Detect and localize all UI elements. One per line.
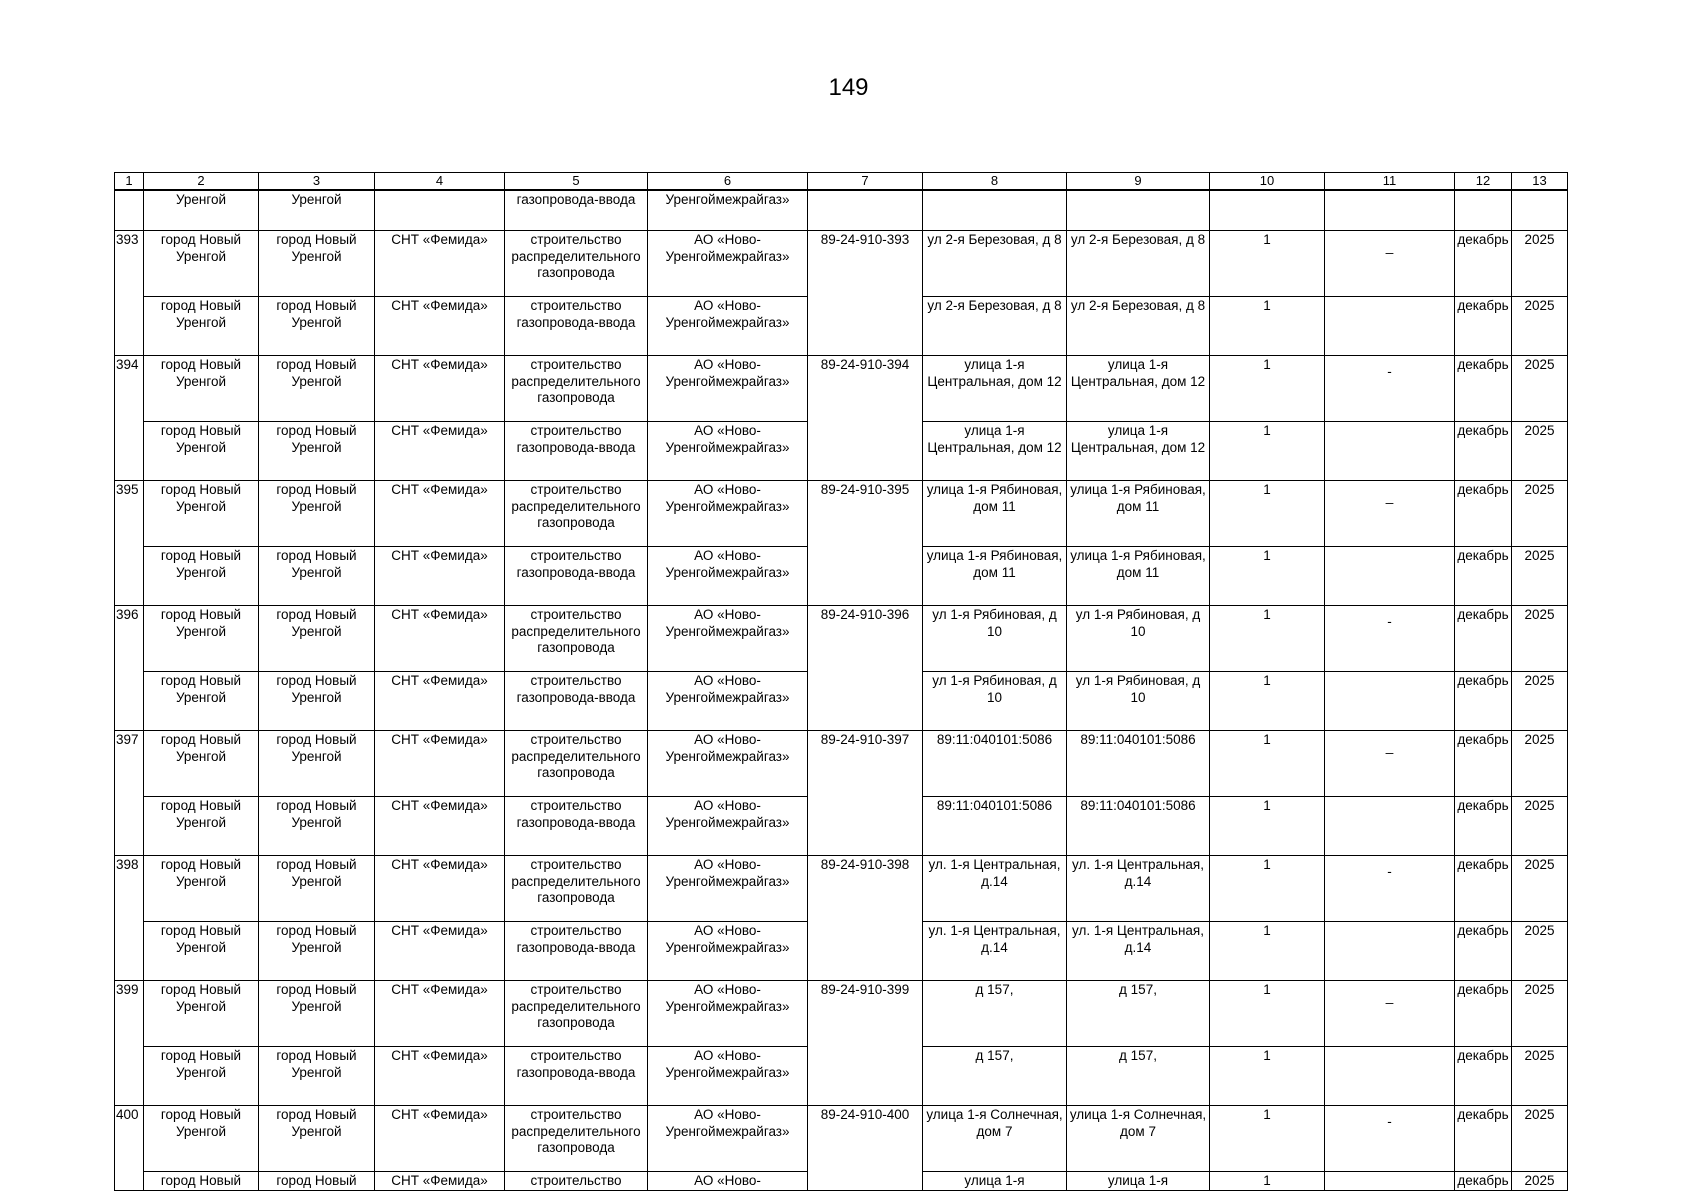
table-cell: ул 1-я Рябиновая, д 10 xyxy=(923,672,1067,731)
month-cell: декабрь xyxy=(1455,981,1512,1047)
table-cell: город Новый Уренгой xyxy=(259,297,375,356)
dash-cell: - xyxy=(1325,856,1455,922)
table-cell: город Новый Уренгой xyxy=(144,856,259,922)
column-number-cell: 2 xyxy=(144,173,259,191)
year-cell: 2025 xyxy=(1512,1172,1568,1191)
column-number-cell: 12 xyxy=(1455,173,1512,191)
year-cell: 2025 xyxy=(1512,981,1568,1047)
year-cell: 2025 xyxy=(1512,231,1568,297)
table-cell: Уренгой xyxy=(144,190,259,231)
table-cell: СНТ «Фемида» xyxy=(375,231,505,297)
table-cell: город Новый Уренгой xyxy=(144,231,259,297)
table-cell: СНТ «Фемида» xyxy=(375,297,505,356)
table-cell: улица 1-я Рябиновая, дом 11 xyxy=(1067,547,1210,606)
table-cell: АО «Ново-Уренгоймежрайгаз» xyxy=(648,856,808,922)
column-number-cell: 3 xyxy=(259,173,375,191)
month-cell: декабрь xyxy=(1455,606,1512,672)
table-cell: д 157, xyxy=(923,981,1067,1047)
year-cell: 2025 xyxy=(1512,731,1568,797)
table-cell: АО «Ново-Уренгоймежрайгаз» xyxy=(648,606,808,672)
table-cell: 1 xyxy=(1210,1172,1325,1191)
table-cell: ул. 1-я Центральная, д.14 xyxy=(923,922,1067,981)
column-number-cell: 5 xyxy=(505,173,648,191)
column-number-cell: 9 xyxy=(1067,173,1210,191)
table-cell: улица 1-я Центральная, дом 12 xyxy=(923,356,1067,422)
table-cell xyxy=(1512,190,1568,231)
table-cell: строительство распределительного газопровода xyxy=(505,856,648,922)
empty-cell xyxy=(1325,422,1455,481)
table-row xyxy=(115,356,1568,422)
table-cell: СНТ «Фемида» xyxy=(375,731,505,797)
table-cell: город Новый Уренгой xyxy=(144,981,259,1047)
table-cell: АО «Ново-Уренгоймежрайгаз» xyxy=(648,547,808,606)
object-code-cell: 89-24-910-396 xyxy=(808,606,923,731)
table-cell: д 157, xyxy=(1067,1047,1210,1106)
table-cell: улица 1-я Рябиновая, дом 11 xyxy=(923,481,1067,547)
table-row xyxy=(115,1106,1568,1172)
table-cell: улица 1-я xyxy=(1067,1172,1210,1191)
table-cell: город Новый Уренгой xyxy=(259,922,375,981)
object-code-cell: 89-24-910-398 xyxy=(808,856,923,981)
table-cell: ул. 1-я Центральная, д.14 xyxy=(1067,922,1210,981)
object-code-cell: 89-24-910-400 xyxy=(808,1106,923,1191)
table-row xyxy=(115,606,1568,672)
empty-cell xyxy=(1325,1172,1455,1191)
month-cell: декабрь xyxy=(1455,797,1512,856)
row-number-cell: 394 xyxy=(115,356,144,481)
table-cell: 1 xyxy=(1210,981,1325,1047)
table-cell: 1 xyxy=(1210,547,1325,606)
table-cell: строительство распределительного газопровода xyxy=(505,1106,648,1172)
object-code-cell: 89-24-910-394 xyxy=(808,356,923,481)
table-cell xyxy=(375,190,505,231)
table-cell: ул 1-я Рябиновая, д 10 xyxy=(1067,606,1210,672)
table-cell: АО «Ново-Уренгоймежрайгаз» xyxy=(648,981,808,1047)
table-cell: ул 2-я Березовая, д 8 xyxy=(1067,231,1210,297)
table-cell: улица 1-я Рябиновая, дом 11 xyxy=(923,547,1067,606)
table-cell xyxy=(1325,190,1455,231)
table-cell: СНТ «Фемида» xyxy=(375,856,505,922)
table-cell: город Новый Уренгой xyxy=(144,297,259,356)
table-cell: город Новый xyxy=(259,1172,375,1191)
month-cell: декабрь xyxy=(1455,422,1512,481)
object-code-cell: 89-24-910-393 xyxy=(808,231,923,356)
table-cell: город Новый Уренгой xyxy=(259,481,375,547)
table-cell: Уренгоймежрайгаз» xyxy=(648,190,808,231)
table-cell: город Новый Уренгой xyxy=(144,481,259,547)
year-cell: 2025 xyxy=(1512,356,1568,422)
table-cell: 1 xyxy=(1210,606,1325,672)
year-cell: 2025 xyxy=(1512,547,1568,606)
table-cell: строительство газопровода-ввода xyxy=(505,547,648,606)
table-cell: строительство распределительного газопровода xyxy=(505,231,648,297)
table-cell: АО «Ново-Уренгоймежрайгаз» xyxy=(648,922,808,981)
dash-cell: - xyxy=(1325,606,1455,672)
table-cell: город Новый Уренгой xyxy=(259,1047,375,1106)
table-row xyxy=(115,731,1568,797)
table-cell: строительство газопровода-ввода xyxy=(505,797,648,856)
table-cell: СНТ «Фемида» xyxy=(375,606,505,672)
table-cell: 89:11:040101:5086 xyxy=(1067,731,1210,797)
table-cell: 1 xyxy=(1210,356,1325,422)
table-cell: город Новый Уренгой xyxy=(259,856,375,922)
month-cell: декабрь xyxy=(1455,481,1512,547)
row-number-cell: 395 xyxy=(115,481,144,606)
table-cell: город Новый Уренгой xyxy=(259,1106,375,1172)
table-cell: город Новый Уренгой xyxy=(144,1047,259,1106)
table-cell: газопровода-ввода xyxy=(505,190,648,231)
dash-cell: _ xyxy=(1325,231,1455,297)
object-code-cell: 89-24-910-395 xyxy=(808,481,923,606)
table-cell: город Новый Уренгой xyxy=(144,422,259,481)
year-cell: 2025 xyxy=(1512,1047,1568,1106)
table-cell: строительство газопровода-ввода xyxy=(505,922,648,981)
table-cell: город Новый Уренгой xyxy=(144,731,259,797)
table-cell: город Новый Уренгой xyxy=(259,731,375,797)
table-cell: 89:11:040101:5086 xyxy=(1067,797,1210,856)
table-cell: 1 xyxy=(1210,731,1325,797)
table-cell: строительство распределительного газопровода xyxy=(505,356,648,422)
table-cell: СНТ «Фемида» xyxy=(375,547,505,606)
table-cell: ул 1-я Рябиновая, д 10 xyxy=(923,606,1067,672)
table-cell: город Новый Уренгой xyxy=(144,606,259,672)
row-number-cell: 396 xyxy=(115,606,144,731)
month-cell: декабрь xyxy=(1455,731,1512,797)
table-cell: улица 1-я Солнечная, дом 7 xyxy=(923,1106,1067,1172)
dash-cell: _ xyxy=(1325,481,1455,547)
empty-cell xyxy=(1325,1047,1455,1106)
table-cell xyxy=(923,190,1067,231)
table-cell: СНТ «Фемида» xyxy=(375,356,505,422)
table-cell: Уренгой xyxy=(259,190,375,231)
year-cell: 2025 xyxy=(1512,797,1568,856)
table-cell: АО «Ново- xyxy=(648,1172,808,1191)
month-cell: декабрь xyxy=(1455,356,1512,422)
table-cell: город Новый Уренгой xyxy=(144,1106,259,1172)
table-cell: строительство газопровода-ввода xyxy=(505,1047,648,1106)
table-cell: АО «Ново-Уренгоймежрайгаз» xyxy=(648,231,808,297)
table-cell: строительство распределительного газопровода xyxy=(505,606,648,672)
table-row xyxy=(115,231,1568,297)
table-cell: улица 1-я Солнечная, дом 7 xyxy=(1067,1106,1210,1172)
table-cell: АО «Ново-Уренгоймежрайгаз» xyxy=(648,1106,808,1172)
table-cell: 1 xyxy=(1210,422,1325,481)
row-number-cell: 397 xyxy=(115,731,144,856)
table-cell: 89:11:040101:5086 xyxy=(923,797,1067,856)
table-cell: 1 xyxy=(1210,231,1325,297)
table-row xyxy=(115,481,1568,547)
table-cell: строительство распределительного газопровода xyxy=(505,981,648,1047)
table-cell: город Новый Уренгой xyxy=(259,981,375,1047)
table-row xyxy=(115,190,1568,231)
row-number-cell: 393 xyxy=(115,231,144,356)
table-cell: ул. 1-я Центральная, д.14 xyxy=(923,856,1067,922)
table-cell: строительство газопровода-ввода xyxy=(505,297,648,356)
table-cell: улица 1-я Центральная, дом 12 xyxy=(1067,422,1210,481)
table-cell: строительство газопровода-ввода xyxy=(505,422,648,481)
year-cell: 2025 xyxy=(1512,1106,1568,1172)
table-cell: город Новый Уренгой xyxy=(144,356,259,422)
table-cell: 1 xyxy=(1210,297,1325,356)
table-cell: АО «Ново-Уренгоймежрайгаз» xyxy=(648,356,808,422)
table-cell: город Новый xyxy=(144,1172,259,1191)
column-number-cell: 13 xyxy=(1512,173,1568,191)
table-cell: ул 1-я Рябиновая, д 10 xyxy=(1067,672,1210,731)
table-cell: АО «Ново-Уренгоймежрайгаз» xyxy=(648,672,808,731)
table-cell: АО «Ново-Уренгоймежрайгаз» xyxy=(648,481,808,547)
table-cell: строительство распределительного газопровода xyxy=(505,731,648,797)
table-cell: СНТ «Фемида» xyxy=(375,672,505,731)
dash-cell: _ xyxy=(1325,731,1455,797)
year-cell: 2025 xyxy=(1512,922,1568,981)
table-cell: улица 1-я xyxy=(923,1172,1067,1191)
table-cell: 1 xyxy=(1210,922,1325,981)
column-number-cell: 11 xyxy=(1325,173,1455,191)
table-cell: 1 xyxy=(1210,797,1325,856)
table-cell xyxy=(1210,190,1325,231)
table-cell xyxy=(808,190,923,231)
year-cell: 2025 xyxy=(1512,856,1568,922)
table-cell xyxy=(1067,190,1210,231)
table-cell: ул 2-я Березовая, д 8 xyxy=(923,231,1067,297)
table-cell: строительство газопровода-ввода xyxy=(505,672,648,731)
table-cell: ул 2-я Березовая, д 8 xyxy=(923,297,1067,356)
column-number-cell: 1 xyxy=(115,173,144,191)
dash-cell: _ xyxy=(1325,981,1455,1047)
table-cell xyxy=(115,190,144,231)
table-cell: город Новый Уренгой xyxy=(259,547,375,606)
year-cell: 2025 xyxy=(1512,672,1568,731)
year-cell: 2025 xyxy=(1512,422,1568,481)
table-cell: город Новый Уренгой xyxy=(144,672,259,731)
column-number-cell: 10 xyxy=(1210,173,1325,191)
table-cell: город Новый Уренгой xyxy=(259,231,375,297)
row-number-cell: 399 xyxy=(115,981,144,1106)
month-cell: декабрь xyxy=(1455,231,1512,297)
month-cell: декабрь xyxy=(1455,1047,1512,1106)
table-cell: город Новый Уренгой xyxy=(259,797,375,856)
column-number-row xyxy=(115,173,1568,191)
table-cell: 1 xyxy=(1210,672,1325,731)
table-cell: СНТ «Фемида» xyxy=(375,1047,505,1106)
table-cell: улица 1-я Центральная, дом 12 xyxy=(1067,356,1210,422)
document-table xyxy=(114,172,1568,1191)
table-cell: СНТ «Фемида» xyxy=(375,1172,505,1191)
month-cell: декабрь xyxy=(1455,547,1512,606)
table-cell: 1 xyxy=(1210,856,1325,922)
month-cell: декабрь xyxy=(1455,856,1512,922)
year-cell: 2025 xyxy=(1512,481,1568,547)
month-cell: декабрь xyxy=(1455,672,1512,731)
month-cell: декабрь xyxy=(1455,1106,1512,1172)
page-number: 149 xyxy=(828,74,869,101)
table-cell: улица 1-я Центральная, дом 12 xyxy=(923,422,1067,481)
table-cell: ул. 1-я Центральная, д.14 xyxy=(1067,856,1210,922)
table-cell: СНТ «Фемида» xyxy=(375,981,505,1047)
empty-cell xyxy=(1325,297,1455,356)
table-cell: город Новый Уренгой xyxy=(259,422,375,481)
table-cell: СНТ «Фемида» xyxy=(375,1106,505,1172)
column-number-cell: 7 xyxy=(808,173,923,191)
table-cell: 89:11:040101:5086 xyxy=(923,731,1067,797)
table-cell xyxy=(1455,190,1512,231)
table-cell: АО «Ново-Уренгоймежрайгаз» xyxy=(648,1047,808,1106)
table-cell: д 157, xyxy=(1067,981,1210,1047)
empty-cell xyxy=(1325,547,1455,606)
column-number-cell: 8 xyxy=(923,173,1067,191)
dash-cell: - xyxy=(1325,1106,1455,1172)
empty-cell xyxy=(1325,797,1455,856)
table-cell: АО «Ново-Уренгоймежрайгаз» xyxy=(648,797,808,856)
empty-cell xyxy=(1325,922,1455,981)
column-number-cell: 4 xyxy=(375,173,505,191)
table-cell: СНТ «Фемида» xyxy=(375,797,505,856)
table-cell: д 157, xyxy=(923,1047,1067,1106)
table-cell: 1 xyxy=(1210,1047,1325,1106)
row-number-cell: 398 xyxy=(115,856,144,981)
column-number-cell: 6 xyxy=(648,173,808,191)
month-cell: декабрь xyxy=(1455,297,1512,356)
year-cell: 2025 xyxy=(1512,297,1568,356)
table-cell: СНТ «Фемида» xyxy=(375,481,505,547)
table-cell: город Новый Уренгой xyxy=(259,672,375,731)
table-cell: город Новый Уренгой xyxy=(259,606,375,672)
table-cell: АО «Ново-Уренгоймежрайгаз» xyxy=(648,731,808,797)
empty-cell xyxy=(1325,672,1455,731)
table-row xyxy=(115,856,1568,922)
table-cell: ул 2-я Березовая, д 8 xyxy=(1067,297,1210,356)
object-code-cell: 89-24-910-397 xyxy=(808,731,923,856)
year-cell: 2025 xyxy=(1512,606,1568,672)
table-cell: город Новый Уренгой xyxy=(144,922,259,981)
month-cell: декабрь xyxy=(1455,1172,1512,1191)
table-cell: город Новый Уренгой xyxy=(259,356,375,422)
table-cell: АО «Ново-Уренгоймежрайгаз» xyxy=(648,297,808,356)
row-number-cell: 400 xyxy=(115,1106,144,1191)
table-cell: город Новый Уренгой xyxy=(144,797,259,856)
table-cell: строительство xyxy=(505,1172,648,1191)
table-cell: улица 1-я Рябиновая, дом 11 xyxy=(1067,481,1210,547)
table-cell: город Новый Уренгой xyxy=(144,547,259,606)
table-cell: 1 xyxy=(1210,1106,1325,1172)
table-cell: 1 xyxy=(1210,481,1325,547)
object-code-cell: 89-24-910-399 xyxy=(808,981,923,1106)
table-cell: строительство распределительного газопровода xyxy=(505,481,648,547)
table-cell: АО «Ново-Уренгоймежрайгаз» xyxy=(648,422,808,481)
table-cell: СНТ «Фемида» xyxy=(375,922,505,981)
month-cell: декабрь xyxy=(1455,922,1512,981)
table-cell: СНТ «Фемида» xyxy=(375,422,505,481)
dash-cell: - xyxy=(1325,356,1455,422)
table-row xyxy=(115,981,1568,1047)
